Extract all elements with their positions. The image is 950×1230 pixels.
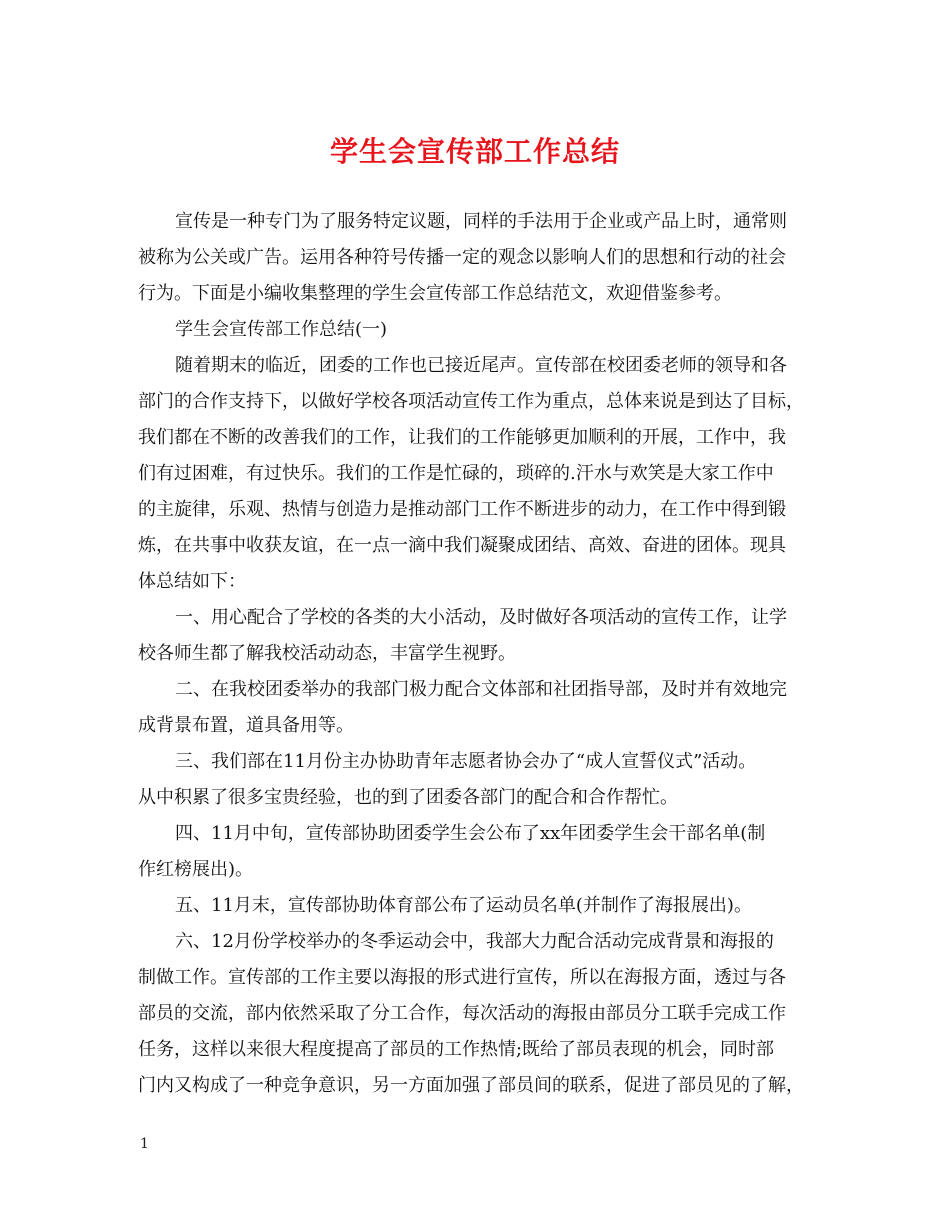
text-line: 部门的合作支持下，以做好学校各项活动宣传工作为重点，总体来说是到达了目标， bbox=[138, 391, 804, 412]
text-line: 学生会宣传部工作总结(一) bbox=[175, 319, 388, 340]
text-line: 二、在我校团委举办的我部门极力配合文体部和社团指导部，及时并有效地完 bbox=[175, 679, 787, 700]
document-body bbox=[138, 204, 822, 1104]
text-line: 三、我们部在11月份主办协助青年志愿者协会办了“成人宣誓仪式”活动。 bbox=[175, 751, 757, 772]
text-line: 门内又构成了一种竞争意识，另一方面加强了部员间的联系，促进了部员见的了解， bbox=[138, 1075, 804, 1096]
text-line: 作红榜展出)。 bbox=[138, 859, 254, 880]
text-line: 被称为公关或广告。运用各种符号传播一定的观念以影响人们的思想和行动的社会 bbox=[138, 247, 786, 268]
text-line: 任务，这样以来很大程度提高了部员的工作热情;既给了部员表现的机会，同时部 bbox=[138, 1039, 775, 1060]
text-line: 六、12月份学校举办的冬季运动会中，我部大力配合活动完成背景和海报的 bbox=[175, 931, 774, 952]
text-line: 制做工作。宣传部的工作主要以海报的形式进行宣传，所以在海报方面，透过与各 bbox=[138, 967, 786, 988]
text-line: 体总结如下： bbox=[138, 571, 246, 592]
text-line: 从中积累了很多宝贵经验，也的到了团委各部门的配合和合作帮忙。 bbox=[138, 787, 678, 808]
page-number: 1 bbox=[140, 1136, 149, 1152]
text-line: 部员的交流，部内依然采取了分工合作，每次活动的海报由部员分工联手完成工作 bbox=[138, 1003, 786, 1024]
text-line: 行为。下面是小编收集整理的学生会宣传部工作总结范文，欢迎借鉴参考。 bbox=[138, 283, 732, 304]
text-line: 四、11月中旬，宣传部协助团委学生会公布了xx年团委学生会干部名单(制 bbox=[175, 823, 766, 844]
text-line: 校各师生都了解我校活动动态，丰富学生视野。 bbox=[138, 643, 516, 664]
text-line: 的主旋律，乐观、热情与创造力是推动部门工作不断进步的动力，在工作中得到锻 bbox=[138, 499, 786, 520]
text-line: 随着期末的临近，团委的工作也已接近尾声。宣传部在校团委老师的领导和各 bbox=[175, 355, 787, 376]
text-line: 成背景布置，道具备用等。 bbox=[138, 715, 354, 736]
text-line: 我们都在不断的改善我们的工作，让我们的工作能够更加顺利的开展，工作中，我 bbox=[138, 427, 786, 448]
text-line: 一、用心配合了学校的各类的大小活动，及时做好各项活动的宣传工作，让学 bbox=[175, 607, 787, 628]
text-line: 炼，在共事中收获友谊，在一点一滴中我们凝聚成团结、高效、奋进的团体。现具 bbox=[138, 535, 786, 556]
text-line: 五、11月末，宣传部协助体育部公布了运动员名单(并制作了海报展出)。 bbox=[175, 895, 752, 916]
document-title: 学生会宣传部工作总结 bbox=[329, 135, 620, 168]
text-line: 们有过困难，有过快乐。我们的工作是忙碌的，琐碎的.汗水与欢笑是大家工作中 bbox=[138, 463, 774, 484]
text-line: 宣传是一种专门为了服务特定议题，同样的手法用于企业或产品上时，通常则 bbox=[175, 211, 787, 232]
